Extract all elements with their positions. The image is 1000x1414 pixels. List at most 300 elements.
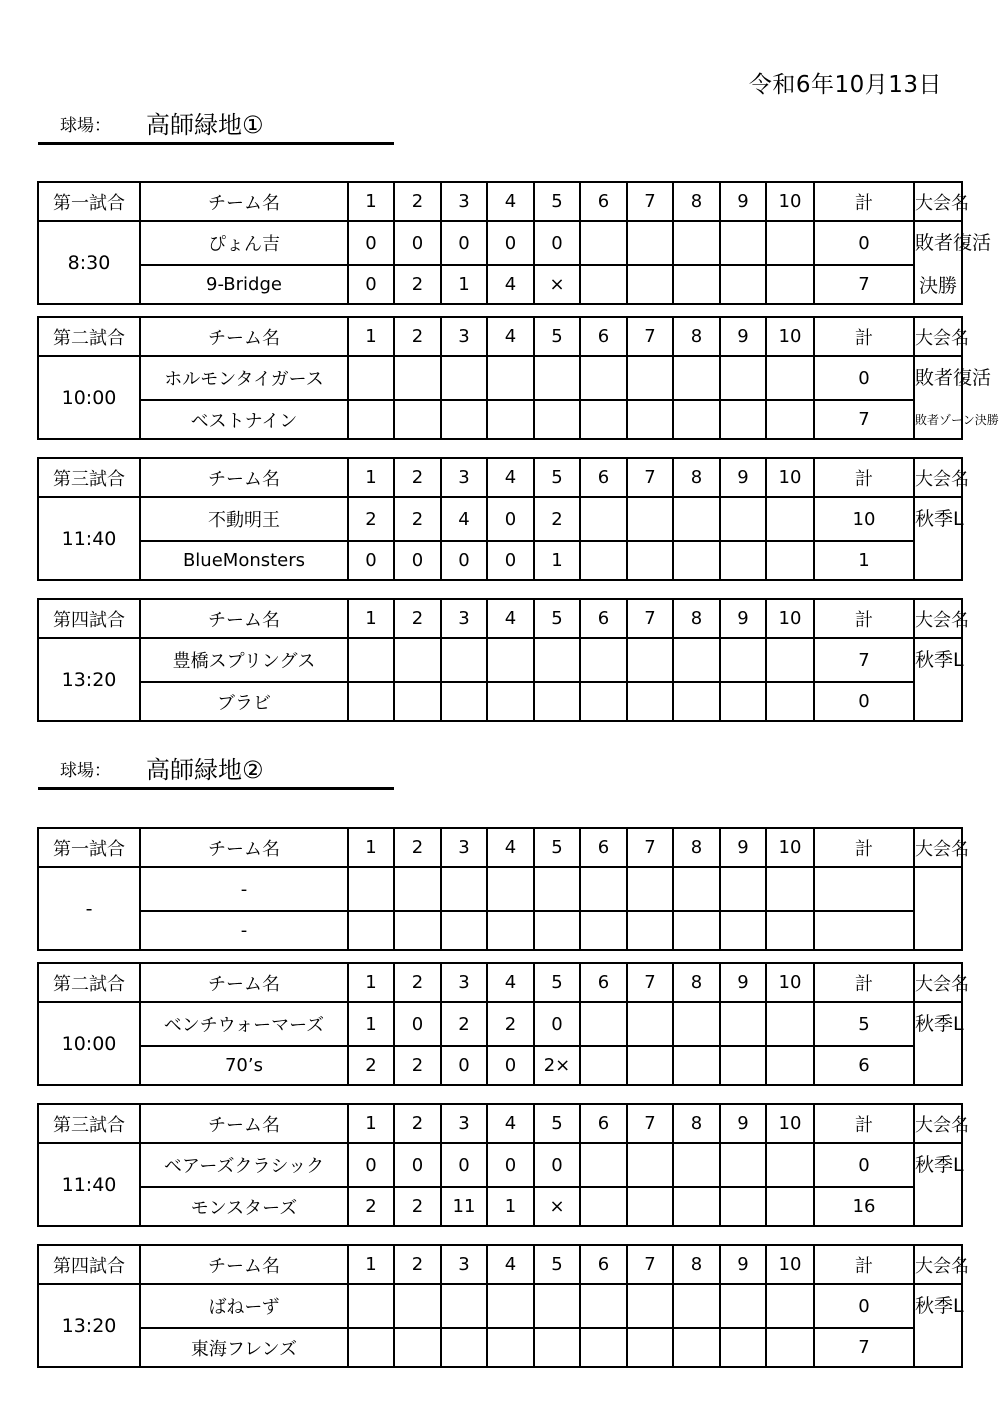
inning-column-header: 8: [673, 599, 720, 638]
venue-label: 球場：: [60, 116, 111, 136]
header-row: [38, 599, 962, 638]
inning-score: [673, 1284, 720, 1328]
inning-score: [348, 400, 394, 439]
inning-score: [673, 682, 720, 721]
header-row: [38, 317, 962, 356]
inning-column-header: 3: [441, 828, 487, 867]
inning-column-header: 4: [487, 599, 534, 638]
tournament-column-header: 大会名: [914, 828, 962, 867]
inning-column-header: 8: [673, 317, 720, 356]
inning-column-header: 2: [394, 1104, 441, 1143]
inning-score: [348, 1328, 394, 1367]
tournament-round: 敗者ゾーン決勝: [914, 400, 962, 439]
inning-score: [720, 1046, 766, 1085]
inning-column-header: 2: [394, 828, 441, 867]
inning-score: [766, 356, 814, 400]
team-column-header: チーム名: [140, 458, 348, 497]
inning-column-header: 9: [720, 1104, 766, 1143]
inning-score: [766, 1002, 814, 1046]
inning-score: [766, 1046, 814, 1085]
inning-column-header: 9: [720, 458, 766, 497]
total-score: 10: [814, 497, 914, 541]
inning-score: [766, 1187, 814, 1226]
inning-column-header: 5: [534, 317, 580, 356]
inning-score: [580, 1143, 627, 1187]
inning-score: 11: [441, 1187, 487, 1226]
inning-score: [720, 400, 766, 439]
inning-score: [720, 1284, 766, 1328]
inning-score: 4: [441, 497, 487, 541]
game-score-table: [37, 827, 969, 951]
inning-score: [348, 911, 394, 950]
team-row: [38, 638, 962, 682]
inning-column-header: 2: [394, 1245, 441, 1284]
total-score: [814, 867, 914, 911]
total-column-header: 計: [814, 317, 914, 356]
inning-score: [766, 911, 814, 950]
total-score: 1: [814, 541, 914, 580]
inning-score: 0: [441, 541, 487, 580]
inning-score: [580, 541, 627, 580]
inning-column-header: 7: [627, 317, 673, 356]
inning-score: [720, 867, 766, 911]
team-name: 東海フレンズ: [140, 1328, 348, 1367]
game-start-time: 10:00: [38, 1002, 140, 1085]
inning-column-header: 1: [348, 182, 394, 221]
inning-score: [627, 638, 673, 682]
inning-score: 0: [394, 221, 441, 265]
inning-score: [487, 911, 534, 950]
inning-score: 0: [534, 221, 580, 265]
inning-column-header: 10: [766, 828, 814, 867]
team-name: 豊橋スプリングス: [140, 638, 348, 682]
inning-column-header: 8: [673, 1104, 720, 1143]
inning-score: [487, 1284, 534, 1328]
inning-column-header: 10: [766, 1245, 814, 1284]
tournament-column-header: 大会名: [914, 963, 962, 1002]
team-name: -: [140, 911, 348, 950]
game-start-time: 13:20: [38, 1284, 140, 1367]
inning-score: [394, 911, 441, 950]
team-column-header: チーム名: [140, 1245, 348, 1284]
inning-score: [534, 867, 580, 911]
inning-score: 0: [487, 1046, 534, 1085]
inning-column-header: 7: [627, 828, 673, 867]
total-score: 6: [814, 1046, 914, 1085]
tournament-round: [914, 1328, 962, 1367]
inning-score: 1: [487, 1187, 534, 1226]
inning-score: [673, 1187, 720, 1226]
inning-column-header: 5: [534, 828, 580, 867]
inning-score: [720, 1187, 766, 1226]
inning-column-header: 10: [766, 1104, 814, 1143]
tournament-column-header: 大会名: [914, 458, 962, 497]
inning-column-header: 9: [720, 599, 766, 638]
inning-score: [673, 400, 720, 439]
game-label: 第二試合: [38, 317, 140, 356]
inning-score: [348, 682, 394, 721]
inning-column-header: 4: [487, 182, 534, 221]
inning-score: [534, 1328, 580, 1367]
inning-score: [394, 356, 441, 400]
inning-score: [627, 1284, 673, 1328]
team-name: -: [140, 867, 348, 911]
header-row: [38, 1245, 962, 1284]
inning-column-header: 1: [348, 458, 394, 497]
inning-column-header: 5: [534, 599, 580, 638]
inning-score: [441, 1328, 487, 1367]
inning-score: [580, 221, 627, 265]
tournament-round: [914, 682, 962, 721]
inning-column-header: 7: [627, 1104, 673, 1143]
inning-column-header: 8: [673, 963, 720, 1002]
inning-score: 0: [441, 221, 487, 265]
inning-score: [441, 1284, 487, 1328]
inning-score: [673, 1328, 720, 1367]
inning-column-header: 1: [348, 1245, 394, 1284]
tournament-column-header: 大会名: [914, 317, 962, 356]
game-start-time: 13:20: [38, 638, 140, 721]
inning-score: [673, 541, 720, 580]
venue-header: [38, 755, 394, 790]
team-column-header: チーム名: [140, 828, 348, 867]
inning-score: [627, 867, 673, 911]
inning-score: 0: [487, 221, 534, 265]
inning-score: [394, 400, 441, 439]
inning-column-header: 4: [487, 828, 534, 867]
tournament-round: [914, 541, 962, 580]
inning-column-header: 5: [534, 963, 580, 1002]
header-row: [38, 963, 962, 1002]
total-column-header: 計: [814, 963, 914, 1002]
inning-score: [487, 682, 534, 721]
inning-score: 1: [441, 265, 487, 304]
venue-name: 高師緑地①: [146, 111, 264, 139]
tournament-name: 秋季L: [914, 1284, 962, 1328]
inning-column-header: 5: [534, 182, 580, 221]
tournament-column-header: 大会名: [914, 1104, 962, 1143]
inning-column-header: 9: [720, 963, 766, 1002]
inning-column-header: 3: [441, 599, 487, 638]
tournament-round: [914, 1187, 962, 1226]
inning-column-header: 3: [441, 963, 487, 1002]
inning-column-header: 7: [627, 599, 673, 638]
inning-column-header: 1: [348, 963, 394, 1002]
game-start-time: 10:00: [38, 356, 140, 439]
game-label: 第一試合: [38, 182, 140, 221]
inning-column-header: 10: [766, 317, 814, 356]
inning-score: [580, 682, 627, 721]
team-name: モンスターズ: [140, 1187, 348, 1226]
inning-column-header: 3: [441, 1104, 487, 1143]
inning-column-header: 4: [487, 963, 534, 1002]
inning-score: 2: [441, 1002, 487, 1046]
inning-score: 0: [348, 265, 394, 304]
game-score-table: [37, 457, 969, 581]
total-column-header: 計: [814, 182, 914, 221]
inning-score: [487, 400, 534, 439]
total-score: 7: [814, 400, 914, 439]
inning-score: 0: [394, 1143, 441, 1187]
inning-score: [487, 638, 534, 682]
game-score-table: [37, 181, 992, 305]
tournament-column-header: 大会名: [914, 182, 962, 221]
inning-column-header: 6: [580, 963, 627, 1002]
team-name: ベアーズクラシック: [140, 1143, 348, 1187]
inning-score: [766, 221, 814, 265]
game-start-time: 8:30: [38, 221, 140, 304]
inning-score: [720, 356, 766, 400]
total-score: 0: [814, 221, 914, 265]
inning-score: [627, 497, 673, 541]
inning-score: 0: [487, 1143, 534, 1187]
tournament-name: 秋季L: [914, 638, 962, 682]
inning-score: 1: [534, 541, 580, 580]
team-name: ぴょん吉: [140, 221, 348, 265]
inning-column-header: 9: [720, 182, 766, 221]
inning-score: 0: [441, 1046, 487, 1085]
team-row: [38, 356, 962, 400]
inning-score: [441, 867, 487, 911]
inning-column-header: 4: [487, 1245, 534, 1284]
tournament-name: 敗者復活: [914, 221, 962, 265]
inning-score: [766, 400, 814, 439]
inning-column-header: 7: [627, 182, 673, 221]
tournament-round: [914, 1046, 962, 1085]
team-row: [38, 541, 962, 580]
team-name: 9-Bridge: [140, 265, 348, 304]
inning-score: [580, 638, 627, 682]
inning-score: [720, 682, 766, 721]
total-score: 0: [814, 682, 914, 721]
inning-column-header: 10: [766, 458, 814, 497]
team-column-header: チーム名: [140, 963, 348, 1002]
team-name: 70’s: [140, 1046, 348, 1085]
total-score: [814, 911, 914, 950]
inning-score: [627, 221, 673, 265]
team-row: [38, 1284, 962, 1328]
inning-column-header: 4: [487, 1104, 534, 1143]
team-name: ホルモンタイガース: [140, 356, 348, 400]
inning-score: [627, 400, 673, 439]
inning-column-header: 2: [394, 182, 441, 221]
game-score-table: [37, 316, 999, 440]
inning-score: 0: [441, 1143, 487, 1187]
inning-score: 2: [394, 1046, 441, 1085]
inning-score: [673, 638, 720, 682]
inning-score: 4: [487, 265, 534, 304]
inning-column-header: 6: [580, 1245, 627, 1284]
inning-score: 0: [487, 497, 534, 541]
inning-score: 0: [348, 1143, 394, 1187]
tournament-column-header: 大会名: [914, 599, 962, 638]
team-name: ブラビ: [140, 682, 348, 721]
inning-score: [673, 867, 720, 911]
header-row: [38, 458, 962, 497]
inning-column-header: 2: [394, 963, 441, 1002]
inning-score: 0: [348, 541, 394, 580]
total-score: 7: [814, 1328, 914, 1367]
inning-score: [627, 1328, 673, 1367]
game-label: 第三試合: [38, 1104, 140, 1143]
team-row: [38, 1046, 962, 1085]
total-column-header: 計: [814, 1245, 914, 1284]
team-row: [38, 1002, 962, 1046]
inning-score: [580, 497, 627, 541]
total-score: 0: [814, 1143, 914, 1187]
inning-score: [766, 1328, 814, 1367]
inning-column-header: 10: [766, 963, 814, 1002]
inning-column-header: 10: [766, 182, 814, 221]
inning-score: 0: [534, 1002, 580, 1046]
inning-score: [766, 638, 814, 682]
game-score-table: [37, 1103, 969, 1227]
inning-column-header: 1: [348, 317, 394, 356]
inning-score: 2: [487, 1002, 534, 1046]
inning-score: [394, 1328, 441, 1367]
inning-column-header: 10: [766, 599, 814, 638]
tournament-name: 秋季L: [914, 1002, 962, 1046]
inning-score: 2: [394, 497, 441, 541]
team-row: [38, 1328, 962, 1367]
team-row: [38, 497, 962, 541]
team-row: [38, 400, 962, 439]
inning-score: [720, 497, 766, 541]
inning-column-header: 8: [673, 182, 720, 221]
inning-score: ×: [534, 265, 580, 304]
inning-score: [766, 541, 814, 580]
total-score: 0: [814, 356, 914, 400]
inning-score: [348, 1284, 394, 1328]
inning-score: [534, 1284, 580, 1328]
inning-column-header: 6: [580, 317, 627, 356]
inning-score: [627, 1046, 673, 1085]
inning-score: [627, 1187, 673, 1226]
team-column-header: チーム名: [140, 599, 348, 638]
total-score: 0: [814, 1284, 914, 1328]
inning-score: 0: [487, 541, 534, 580]
inning-score: [441, 400, 487, 439]
inning-score: [348, 638, 394, 682]
game-label: 第四試合: [38, 1245, 140, 1284]
inning-column-header: 9: [720, 1245, 766, 1284]
total-column-header: 計: [814, 599, 914, 638]
inning-column-header: 1: [348, 599, 394, 638]
inning-column-header: 7: [627, 458, 673, 497]
inning-column-header: 7: [627, 1245, 673, 1284]
inning-score: [534, 400, 580, 439]
inning-column-header: 5: [534, 1104, 580, 1143]
tournament-round: [914, 911, 962, 950]
inning-column-header: 6: [580, 458, 627, 497]
team-column-header: チーム名: [140, 317, 348, 356]
inning-score: [394, 867, 441, 911]
venue-name: 高師緑地②: [146, 756, 264, 784]
inning-score: [766, 265, 814, 304]
tournament-name: [914, 867, 962, 911]
inning-score: [580, 1328, 627, 1367]
inning-score: [720, 911, 766, 950]
team-name: ベストナイン: [140, 400, 348, 439]
team-name: ベンチウォーマーズ: [140, 1002, 348, 1046]
inning-score: [534, 682, 580, 721]
inning-score: [580, 1046, 627, 1085]
inning-score: 2: [394, 1187, 441, 1226]
team-name: ばねーず: [140, 1284, 348, 1328]
team-row: [38, 1187, 962, 1226]
inning-score: ×: [534, 1187, 580, 1226]
inning-score: [720, 638, 766, 682]
inning-score: [394, 1284, 441, 1328]
document-date: 令和6年10月13日: [748, 72, 942, 98]
inning-column-header: 9: [720, 317, 766, 356]
inning-score: [487, 1328, 534, 1367]
inning-score: [441, 356, 487, 400]
inning-score: [766, 682, 814, 721]
team-name: 不動明王: [140, 497, 348, 541]
inning-score: 1: [348, 1002, 394, 1046]
inning-score: [673, 221, 720, 265]
inning-score: [766, 867, 814, 911]
inning-column-header: 5: [534, 1245, 580, 1284]
inning-score: 0: [394, 541, 441, 580]
inning-column-header: 3: [441, 1245, 487, 1284]
inning-score: [673, 356, 720, 400]
total-column-header: 計: [814, 1104, 914, 1143]
inning-score: [766, 1284, 814, 1328]
inning-score: [720, 1002, 766, 1046]
header-row: [38, 182, 962, 221]
tournament-column-header: 大会名: [914, 1245, 962, 1284]
total-score: 7: [814, 638, 914, 682]
header-row: [38, 1104, 962, 1143]
game-score-table: [37, 962, 969, 1086]
inning-score: [627, 911, 673, 950]
inning-score: [441, 911, 487, 950]
inning-score: [673, 1046, 720, 1085]
inning-score: [627, 1143, 673, 1187]
total-column-header: 計: [814, 828, 914, 867]
total-score: 7: [814, 265, 914, 304]
inning-score: [580, 1187, 627, 1226]
inning-column-header: 9: [720, 828, 766, 867]
inning-score: [580, 1284, 627, 1328]
game-label: 第三試合: [38, 458, 140, 497]
venue-header: [38, 110, 394, 145]
inning-score: [627, 541, 673, 580]
inning-score: [580, 867, 627, 911]
inning-score: [580, 265, 627, 304]
team-row: [38, 867, 962, 911]
total-score: 16: [814, 1187, 914, 1226]
inning-column-header: 6: [580, 828, 627, 867]
team-row: [38, 265, 962, 304]
game-label: 第四試合: [38, 599, 140, 638]
team-row: [38, 682, 962, 721]
inning-column-header: 3: [441, 458, 487, 497]
inning-score: [348, 356, 394, 400]
inning-score: [487, 867, 534, 911]
total-score: 5: [814, 1002, 914, 1046]
inning-column-header: 2: [394, 599, 441, 638]
inning-column-header: 3: [441, 182, 487, 221]
team-name: BlueMonsters: [140, 541, 348, 580]
inning-score: [720, 221, 766, 265]
team-row: [38, 911, 962, 950]
inning-score: 2×: [534, 1046, 580, 1085]
inning-column-header: 3: [441, 317, 487, 356]
inning-score: [766, 1143, 814, 1187]
